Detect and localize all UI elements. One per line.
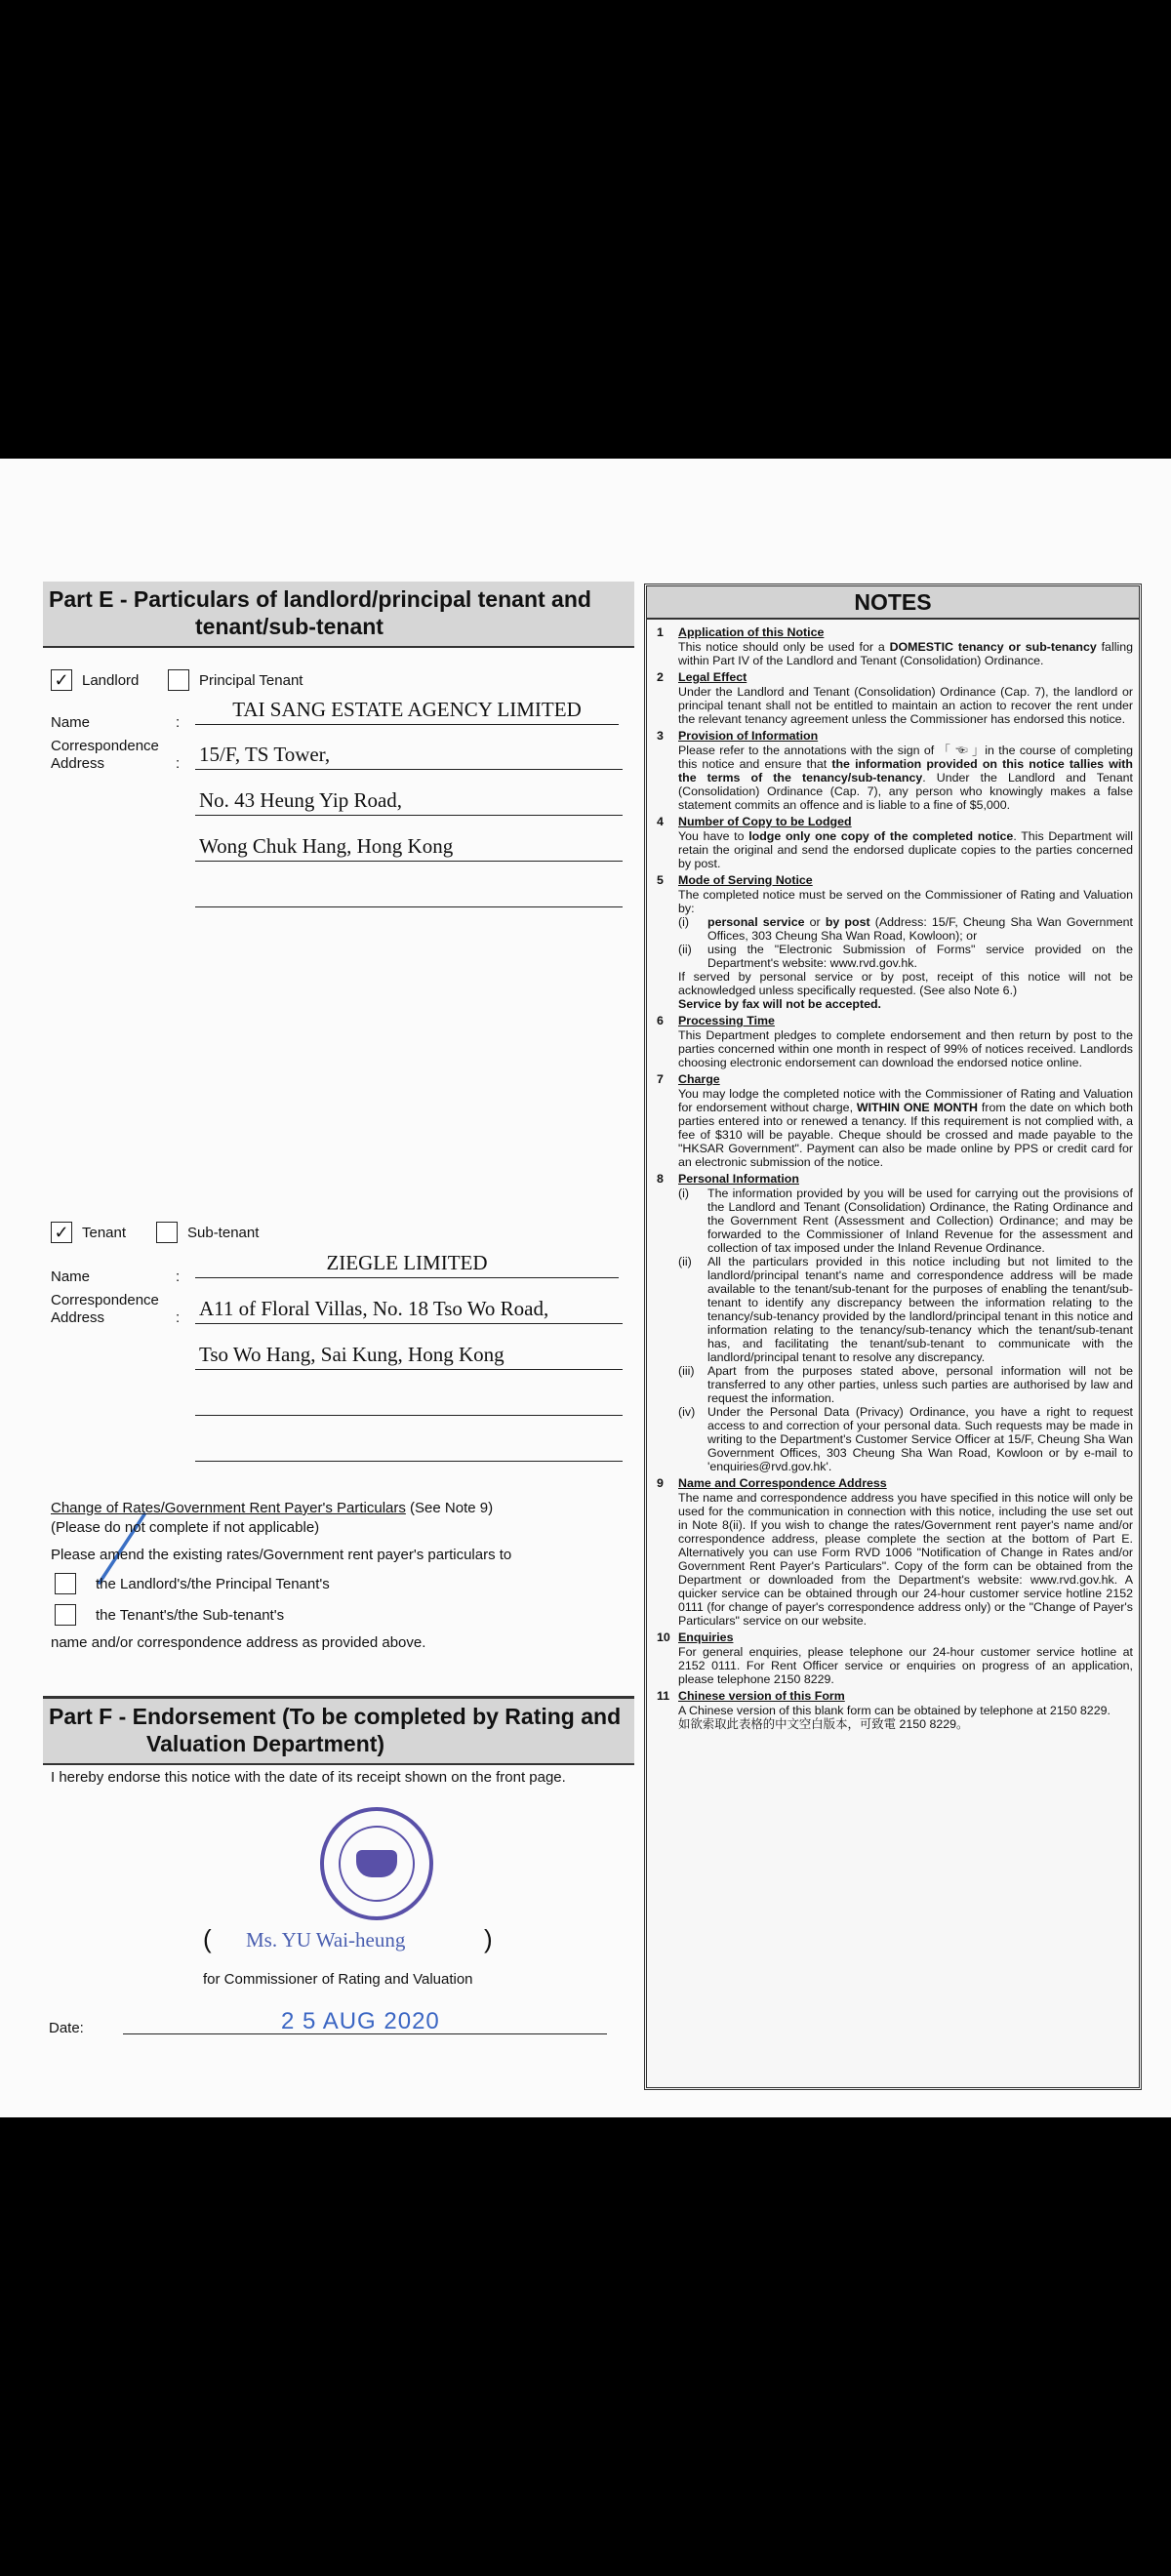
tenant-address-line-2[interactable]: Tso Wo Hang, Sai Kung, Hong Kong: [195, 1340, 623, 1370]
note-text: [678, 1087, 1133, 1169]
note-number: 2: [657, 670, 664, 684]
sub-item-number: (i): [678, 1187, 690, 1200]
note-title: Legal Effect: [678, 670, 747, 684]
note-text-part: This notice should only be used for a: [678, 640, 890, 654]
rvd-seal-icon: [320, 1807, 433, 1920]
part-f-header: [43, 1696, 634, 1765]
part-f-section: [43, 1696, 634, 1765]
principal-tenant-checkbox-row[interactable]: [168, 669, 303, 691]
note-text-part: . This Department will retain the original and send the endorsed duplicate copies to the parties concerned by post.: [678, 829, 1133, 870]
note-2: [653, 670, 1133, 726]
note-4: [653, 815, 1133, 870]
landlord-label: Landlord: [82, 671, 140, 689]
sub-tenant-label: Sub-tenant: [187, 1224, 260, 1241]
paren-open: (: [203, 1924, 212, 1953]
tenant-corr-label: [51, 1292, 159, 1327]
note-text-part: . Under the Landlord and Tenant (Consolidation) Ordinance (Cap. 7), any person who knowingly makes a false statement commits an offence and is liable to a fine of $5,000.: [678, 771, 1133, 812]
note-text-bold: the information provided on this notice tallies with the terms of the tenancy/sub-tenancy: [678, 757, 1133, 785]
date-stamp: 2 5 AUG 2020: [281, 2008, 440, 2034]
colon: :: [176, 1309, 181, 1326]
notes-body: [647, 620, 1139, 1731]
name-addr-text: name and/or correspondence address as provided above.: [51, 1634, 426, 1651]
officer-signature: Ms. YU Wai-heung: [246, 1928, 406, 1952]
note-text-part: (Address: 15/F, Cheung Sha Wan Government Offices, 303 Cheung Sha Wan Road, Kowloon); or: [707, 915, 1133, 943]
note-sub-item: [678, 943, 1133, 970]
note-11: [653, 1689, 1133, 1731]
colon: :: [176, 714, 181, 731]
note-number: 6: [657, 1014, 664, 1027]
note-text-bold: lodge only one copy of the completed notice: [748, 829, 1014, 843]
note-title: Processing Time: [678, 1014, 775, 1027]
landlord-checkbox[interactable]: ✓: [51, 669, 72, 691]
note-number: 3: [657, 729, 664, 743]
note-text: This Department pledges to complete endorsement and then return by post to the parties concerned within one month in respect of 99% of notices received. Landlords choosing electronic endorsement can download the endorsed notice online.: [678, 1028, 1133, 1069]
note-10: [653, 1630, 1133, 1686]
note-text: Under the Landlord and Tenant (Consolidation) Ordinance (Cap. 7), the landlord or principal tenant shall not be entitled to maintain an action to recover the rent under the relevant tenancy agreement unless the Commissioner has endorsed this notice.: [678, 685, 1133, 726]
sub-item-text: Under the Personal Data (Privacy) Ordinance, you have a right to request access to and correction of your personal data. Such requests may be made in writing to the Department's Customer Service Officer at 15/F, Cheung Sha Wan Government Offices, 303 Cheung Sha Wan Road, Kowloon or by e-mail to 'enquiries@rvd.gov.hk'.: [707, 1405, 1133, 1473]
note-text: [678, 640, 1133, 667]
note-text-bold: personal service: [707, 915, 805, 929]
note-text-bold: Service by fax will not be accepted.: [678, 997, 881, 1011]
landlord-address-line-2[interactable]: No. 43 Heung Yip Road,: [195, 785, 623, 816]
note-sub-item: [678, 1255, 1133, 1364]
landlord-checkbox-row[interactable]: [51, 669, 139, 691]
sub-item-text: [707, 915, 1133, 943]
tenant-checkbox-row[interactable]: [51, 1222, 126, 1243]
tenant-checkbox[interactable]: ✓: [51, 1222, 72, 1243]
part-f-title-line-2: Valuation Department): [146, 1731, 385, 1756]
colon: :: [176, 755, 181, 772]
part-e-title-line-1: Part E - Particulars of landlord/principal tenant and: [49, 586, 591, 612]
endorse-text: I hereby endorse this notice with the date of its receipt shown on the front page.: [51, 1769, 566, 1786]
part-f-title-line-1: Part F - Endorsement (To be completed by Rating and: [49, 1704, 622, 1729]
seal-emblem: [356, 1850, 397, 1877]
sub-item-text: Apart from the purposes stated above, personal information will not be transferred to any other parties, unless such parties are authorised by law and request the information.: [707, 1364, 1133, 1405]
tenant-address-line-4[interactable]: [195, 1431, 623, 1462]
note-text-bold: DOMESTIC tenancy or sub-tenancy: [889, 640, 1097, 654]
note-text-part: or: [804, 915, 826, 929]
note-title: Application of this Notice: [678, 625, 825, 639]
note-1: [653, 625, 1133, 667]
note-title: Name and Correspondence Address: [678, 1476, 887, 1490]
note-text: The completed notice must be served on the Commissioner of Rating and Valuation by:: [678, 888, 1133, 915]
note-text: For general enquiries, please telephone our 24-hour customer service hotline at 2152 0111. For Rent Officer service or enquiries on progress of an application, please telephone 2150 8229.: [678, 1645, 1133, 1686]
sub-item-text: The information provided by you will be used for carrying out the provisions of the Landlord and Tenant (Consolidation) Ordinance, the Rating Ordinance and the Government Rent (Assessment and Collection) Ordinance; and may be forwarded to the Commissioner of Inland Revenue for the assessment and collection of tax imposed under the Inland Revenue Ordinance.: [707, 1187, 1133, 1255]
corr-label-line-1: Correspondence: [51, 738, 159, 754]
document-page: [0, 459, 1171, 2117]
note-number: 11: [657, 1689, 670, 1703]
note-text-part: You have to: [678, 829, 749, 843]
note-title: Charge: [678, 1072, 720, 1086]
note-text-part: from the date on which both parties entered into or renewed a tenancy. If this requirement is not complied with, a fee of $310 will be payable. Cheque should be crossed and made payable to the "HKSAR Government". Payment can also be made online by PPS or credit card for an electronic submission of the notice.: [678, 1101, 1133, 1169]
note-title: Enquiries: [678, 1630, 734, 1644]
colon: :: [176, 1268, 181, 1285]
principal-tenant-checkbox[interactable]: [168, 669, 189, 691]
tenant-name-field[interactable]: ZIEGLE LIMITED: [195, 1248, 619, 1278]
note-text: [678, 744, 1133, 812]
note-3: [653, 729, 1133, 812]
sub-tenant-checkbox-row[interactable]: [156, 1222, 259, 1243]
note-title: Chinese version of this Form: [678, 1689, 845, 1703]
note-sub-item: [678, 915, 1133, 943]
corr-label-line-2: Address: [51, 1309, 105, 1326]
note-9: [653, 1476, 1133, 1628]
landlord-name-label: Name: [51, 714, 91, 731]
sub-item-number: (ii): [678, 1255, 692, 1268]
corr-label-line-2: Address: [51, 755, 105, 772]
left-column: [43, 582, 634, 2100]
note-text: The name and correspondence address you have specified in this notice will only be used for the communication in connection with this notice, including the use set out in Note 8(ii). If you wish to change the rates/Government rent payer's name and/or correspondence address, please complete the section at the bottom of Part E. Alternatively you can use Form RVD 1006 "Notification of Change in Rates and/or Government Rent Payer's Particulars". Copy of the form can be obtained from the Department or downloaded from the Department's website: www.rvd.gov.hk. A quicker service can be obtained through our 24-hour customer service hotline 2152 0111 (for change of payer's correspondence address only) or the "Change of Payer's Particulars" service on our website.: [678, 1491, 1133, 1628]
note-title: Personal Information: [678, 1172, 799, 1186]
opt-tenant-checkbox[interactable]: [55, 1604, 76, 1626]
note-6: [653, 1014, 1133, 1069]
sub-item-number: (i): [678, 915, 690, 929]
date-label: Date:: [49, 2020, 84, 2036]
note-number: 10: [657, 1630, 670, 1644]
notes-title: NOTES: [647, 586, 1139, 620]
sub-item-number: (iii): [678, 1364, 695, 1378]
note-title: Number of Copy to be Lodged: [678, 815, 852, 828]
landlord-corr-label: [51, 738, 159, 773]
note-text-part: falling within Part IV of the Landlord and Tenant (Consolidation) Ordinance.: [678, 640, 1133, 667]
note-text: If served by personal service or by post, receipt of this notice will not be acknowledged unless specifically requested. (See also Note 6.): [678, 970, 1133, 997]
note-number: 9: [657, 1476, 664, 1490]
sub-item-number: (ii): [678, 943, 692, 956]
opt-tenant-row[interactable]: [55, 1604, 284, 1626]
note-text-part: You may lodge the completed notice with the Commissioner of Rating and Valuation for endorsement without charge,: [678, 1087, 1133, 1114]
opt-landlord-row[interactable]: [55, 1573, 330, 1594]
note-number: 5: [657, 873, 664, 887]
sub-tenant-checkbox[interactable]: [156, 1222, 178, 1243]
note-text: A Chinese version of this blank form can be obtained by telephone at 2150 8229.: [678, 1704, 1110, 1717]
part-e-title-line-2: tenant/sub-tenant: [195, 614, 384, 639]
change-rates-heading: [51, 1499, 493, 1518]
note-number: 4: [657, 815, 664, 828]
landlord-address-line-4[interactable]: [195, 877, 623, 907]
note-number: 1: [657, 625, 664, 639]
sub-item-text: using the "Electronic Submission of Forms" service provided on the Department's website: www.rvd.gov.hk.: [707, 943, 1133, 970]
note-text-part: Please refer to the annotations with the sign of 「 ☜ 」in the course of completing this notice and ensure that: [678, 744, 1133, 771]
landlord-address-line-3[interactable]: Wong Chuk Hang, Hong Kong: [195, 831, 623, 862]
tenant-address-line-1[interactable]: A11 of Floral Villas, No. 18 Tso Wo Road,: [195, 1294, 623, 1324]
corr-label-line-1: Correspondence: [51, 1292, 159, 1308]
landlord-name-field[interactable]: TAI SANG ESTATE AGENCY LIMITED: [195, 695, 619, 725]
part-e-header: [43, 582, 634, 648]
opt-tenant-label: the Tenant's/the Sub-tenant's: [96, 1606, 285, 1624]
note-sub-item: [678, 1187, 1133, 1255]
change-rates-subnote: (Please do not complete if not applicable): [51, 1519, 320, 1536]
opt-landlord-label: the Landlord's/the Principal Tenant's: [96, 1575, 330, 1592]
note-5: [653, 873, 1133, 1011]
opt-landlord-checkbox[interactable]: [55, 1573, 76, 1594]
note-title: Mode of Serving Notice: [678, 873, 813, 887]
landlord-address-line-1[interactable]: 15/F, TS Tower,: [195, 740, 623, 770]
note-title: Provision of Information: [678, 729, 819, 743]
tenant-label: Tenant: [82, 1224, 127, 1241]
change-rates-title: Change of Rates/Government Rent Payer's Particulars: [51, 1500, 406, 1516]
principal-tenant-label: Principal Tenant: [199, 671, 303, 689]
for-commissioner-text: for Commissioner of Rating and Valuation: [203, 1971, 473, 1988]
note-7: [653, 1072, 1133, 1169]
note-number: 8: [657, 1172, 664, 1186]
note-text-chinese: 如欲索取此表格的中文空白版本，可致電 2150 8229。: [678, 1717, 969, 1731]
tenant-name-label: Name: [51, 1268, 91, 1285]
tenant-address-line-3[interactable]: [195, 1386, 623, 1416]
sub-item-number: (iv): [678, 1405, 696, 1419]
note-sub-item: [678, 1405, 1133, 1473]
sub-item-text: All the particulars provided in this notice including but not limited to the landlord/principal tenant's name and correspondence address will be made available to the tenant/sub-tenant for the purposes of enabling the tenant/sub-tenant to identify any discrepancy between the information relating to the tenancy/sub-tenancy provided by the landlord/principal tenant in this notice and information relating to the tenancy/sub-tenancy which the tenant/sub-tenant has, and facilitating the tenant/sub-tenant to communicate with the landlord/principal tenant to resolve any discrepancy.: [707, 1255, 1133, 1364]
change-rates-note: (See Note 9): [405, 1500, 494, 1516]
note-text-bold: by post: [825, 915, 870, 929]
note-sub-item: [678, 1364, 1133, 1405]
note-number: 7: [657, 1072, 664, 1086]
note-8: [653, 1172, 1133, 1473]
seal-inner-ring: [339, 1826, 415, 1902]
note-text: [678, 829, 1133, 870]
amend-text: Please amend the existing rates/Government rent payer's particulars to: [51, 1547, 512, 1563]
paren-close: ): [484, 1924, 493, 1953]
note-text-bold: WITHIN ONE MONTH: [856, 1101, 978, 1114]
notes-panel: [644, 584, 1142, 2090]
